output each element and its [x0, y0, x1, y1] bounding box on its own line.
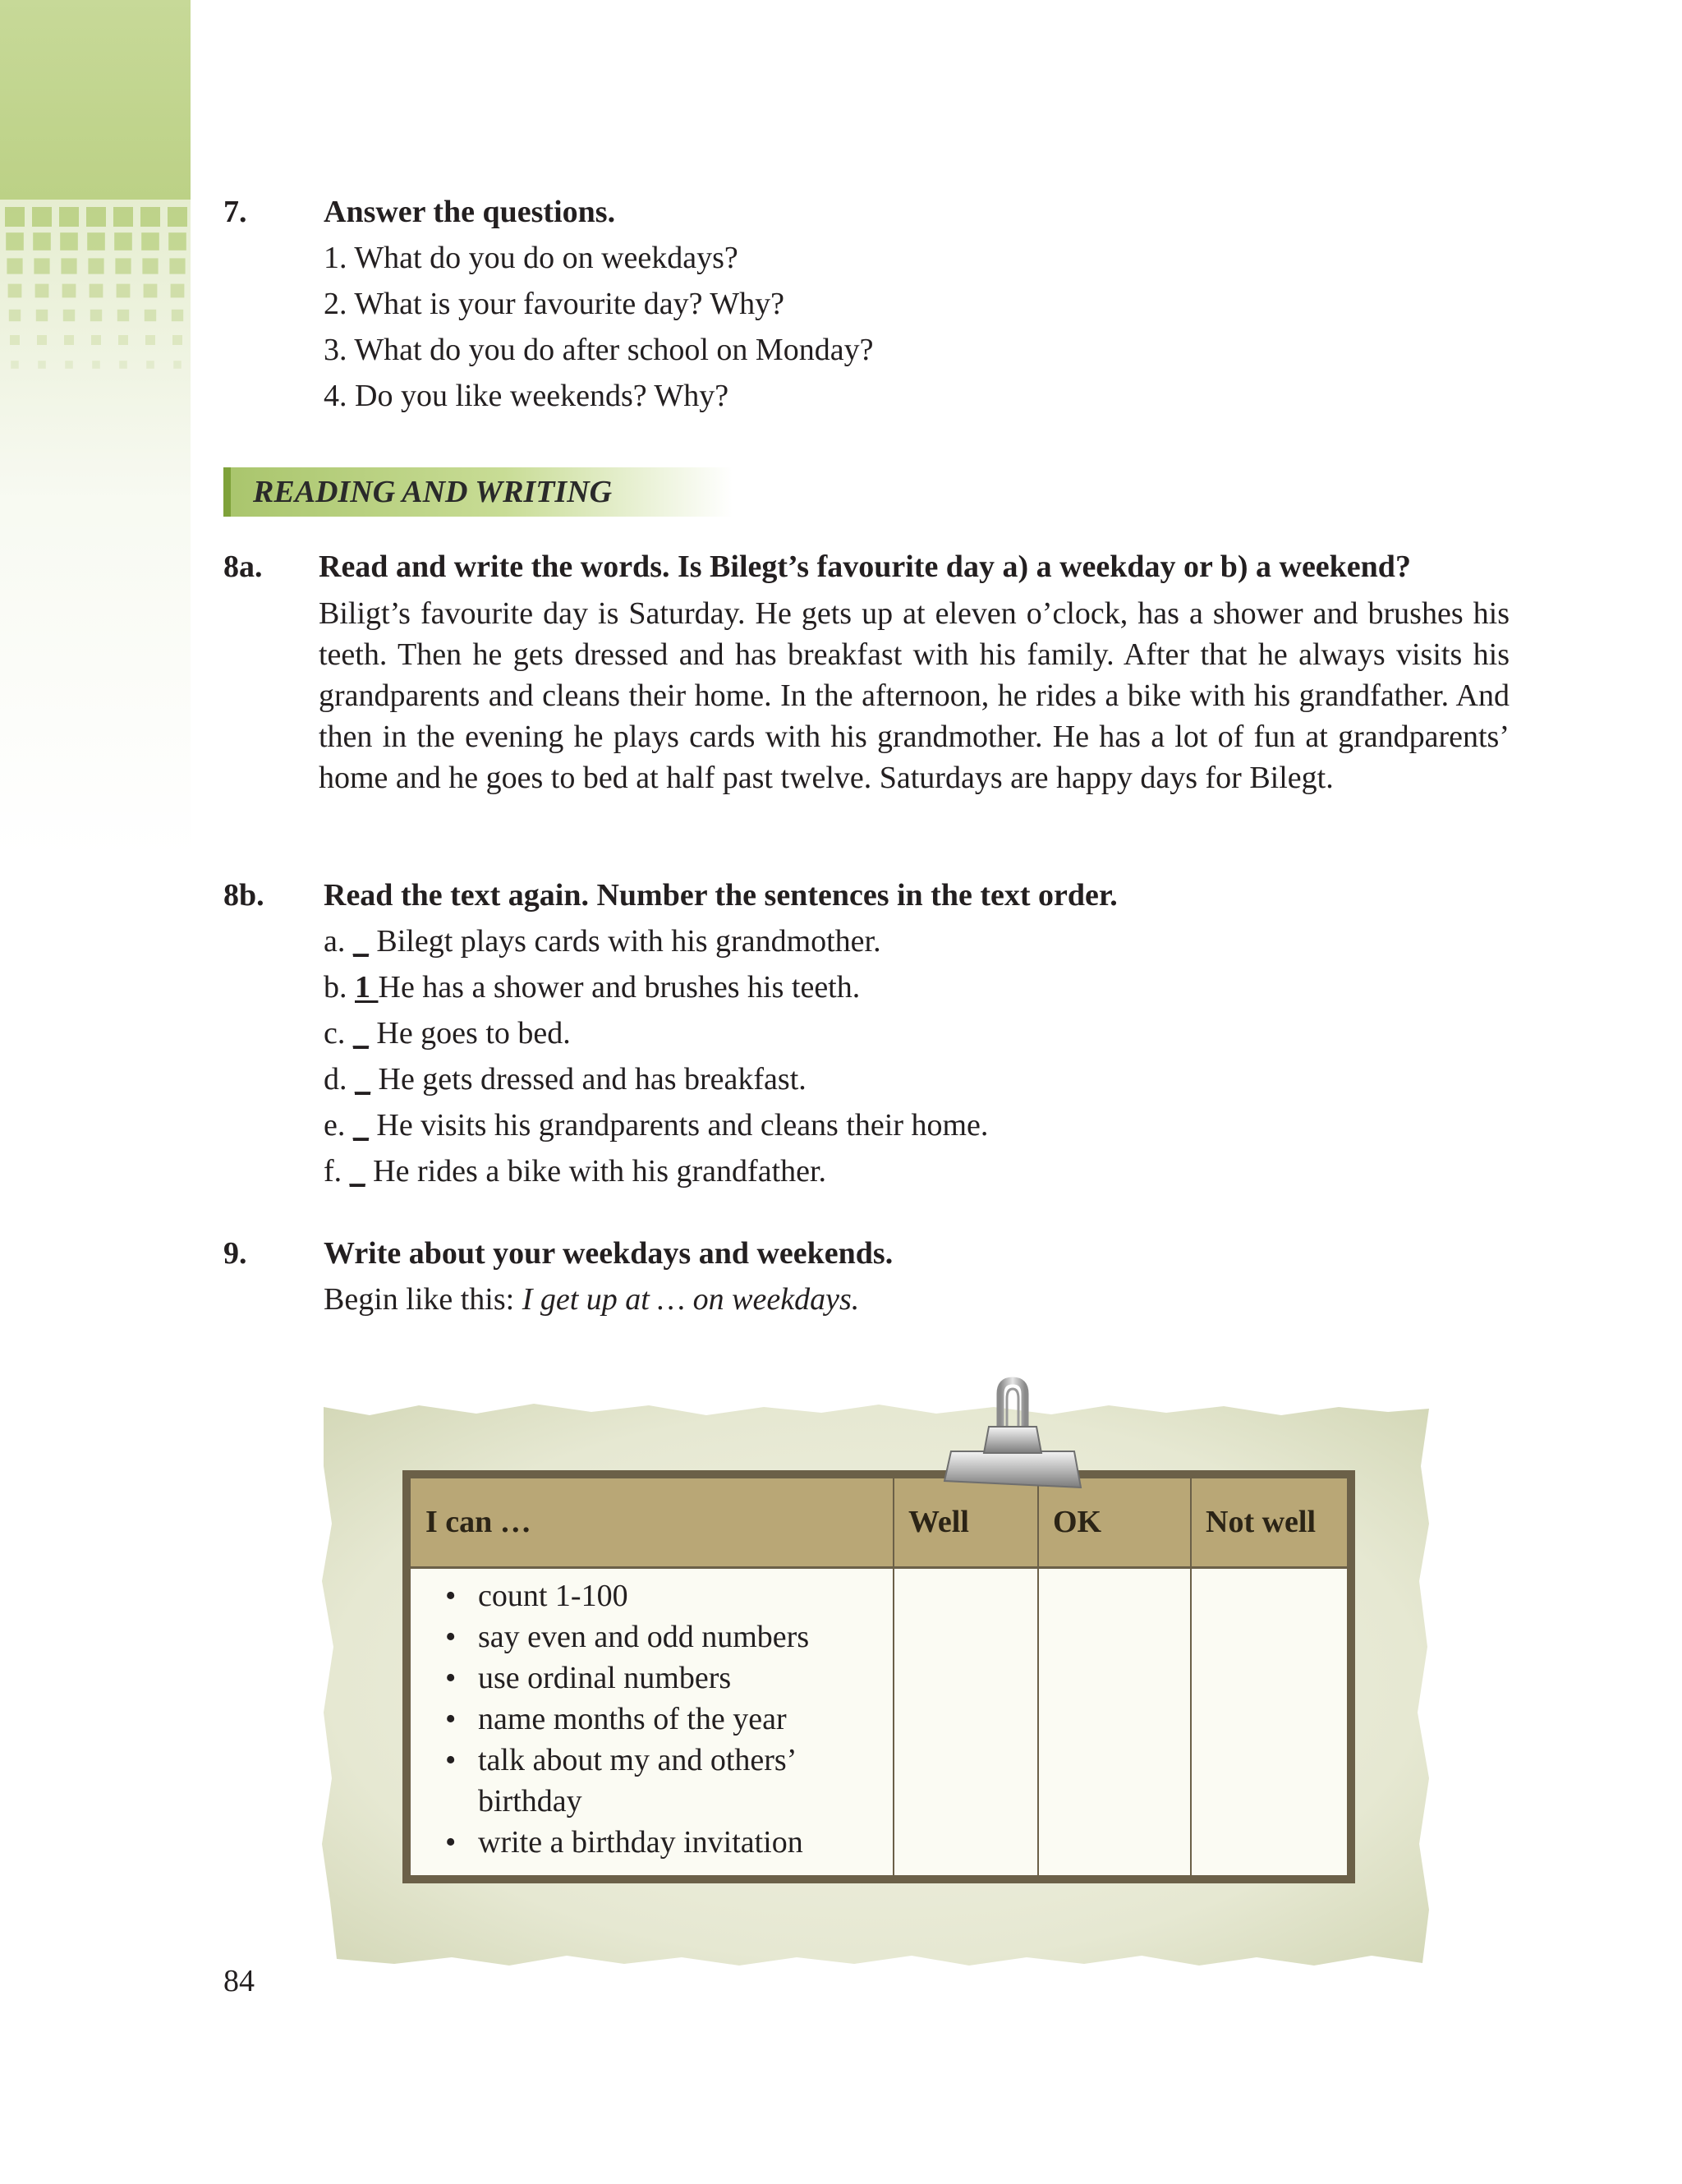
grid-square	[8, 284, 22, 298]
grid-square	[168, 232, 186, 251]
sentence-text: Bilegt plays cards with his grandmother.	[368, 924, 881, 959]
answer-blank[interactable]: _	[352, 1108, 369, 1143]
exercise-7-question: 2. What is your favourite day? Why?	[324, 287, 785, 321]
grid-square	[35, 284, 49, 298]
header-ok: OK	[1053, 1505, 1102, 1539]
sentence-letter: b.	[324, 970, 347, 1005]
sentence-item	[324, 1015, 571, 1051]
grid-square	[63, 310, 75, 321]
answer-blank[interactable]: _	[352, 1016, 369, 1051]
grid-square	[36, 310, 48, 321]
grid-square	[32, 207, 52, 227]
sentence-letter: a.	[324, 924, 346, 959]
grid-square	[34, 258, 49, 274]
grid-square	[64, 335, 74, 345]
sentence-letter: f.	[324, 1154, 342, 1189]
decorative-band	[0, 0, 191, 200]
grid-square	[172, 310, 183, 321]
grid-square	[168, 207, 187, 227]
answer-blank[interactable]: _	[355, 1062, 370, 1097]
skill-item: • count 1-100	[427, 1575, 872, 1616]
skill-item: • write a birthday invitation	[427, 1822, 872, 1863]
exercise-7-question: 1. What do you do on weekdays?	[324, 241, 738, 275]
grid-square	[145, 310, 156, 321]
section-banner	[223, 467, 733, 517]
rating-cell-ok[interactable]	[1039, 1569, 1190, 1875]
exercise-9-heading: Write about your weekdays and weekends.	[324, 1236, 894, 1271]
exercise-7-heading: Answer the questions.	[324, 195, 616, 229]
skill-item: • use ordinal numbers	[427, 1658, 872, 1699]
grid-square	[119, 361, 127, 369]
sentence-text: He gets dressed and has breakfast.	[370, 1062, 807, 1097]
exercise-8a-number: 8a.	[223, 549, 263, 584]
grid-square	[59, 207, 79, 227]
sentence-text: He has a shower and brushes his teeth.	[378, 970, 861, 1005]
answer-blank[interactable]: _	[349, 1154, 365, 1189]
grid-square	[173, 361, 182, 369]
sentence-letter: e.	[324, 1108, 346, 1143]
grid-square	[90, 284, 103, 298]
grid-square	[91, 335, 101, 345]
page-number: 84	[223, 1964, 255, 1998]
grid-square	[172, 335, 182, 345]
grid-square	[117, 310, 129, 321]
exercise-9-number: 9.	[223, 1236, 247, 1271]
grid-square	[38, 361, 46, 369]
sentence-text: He rides a bike with his grandfather.	[365, 1154, 827, 1189]
grid-square	[142, 258, 158, 274]
self-assessment-table	[402, 1470, 1355, 1883]
sentence-text: He visits his grandparents and cleans their home.	[368, 1108, 989, 1143]
grid-square	[117, 284, 131, 298]
grid-square	[146, 361, 154, 369]
grid-square	[88, 258, 103, 274]
grid-square	[65, 361, 73, 369]
sentence-letter: d.	[324, 1062, 347, 1097]
sentence-text: He goes to bed.	[368, 1016, 571, 1051]
header-well: Well	[908, 1505, 969, 1539]
grid-square	[90, 310, 102, 321]
sentence-letter: c.	[324, 1016, 346, 1051]
grid-square	[5, 207, 25, 227]
exercise-7-question: 4. Do you like weekends? Why?	[324, 379, 729, 413]
grid-square	[7, 258, 22, 274]
grid-square	[171, 284, 185, 298]
exercise-8a-heading: Read and write the words. Is Bilegt’s favourite day a) a weekday or b) a weekend?	[319, 549, 1411, 584]
grid-square	[37, 335, 47, 345]
grid-square	[169, 258, 185, 274]
grid-square	[118, 335, 128, 345]
skills-list	[427, 1575, 872, 1863]
section-title: READING AND WRITING	[253, 475, 613, 509]
exercise-7-question: 3. What do you do after school on Monday?	[324, 333, 874, 367]
skill-item: • say even and odd numbers	[427, 1616, 872, 1658]
section-banner-edge	[223, 467, 231, 517]
grid-square	[11, 361, 19, 369]
rating-cell-not-well[interactable]	[1192, 1569, 1347, 1875]
grid-square	[145, 335, 155, 345]
skill-item: • name months of the year	[427, 1699, 872, 1740]
grid-square	[62, 284, 76, 298]
writing-prompt	[324, 1281, 859, 1317]
decorative-square-grid	[0, 207, 191, 379]
header-not-well: Not well	[1206, 1505, 1317, 1539]
header-i-can: I can …	[425, 1505, 531, 1539]
sentence-item	[324, 1153, 826, 1189]
exercise-7-number: 7.	[223, 195, 247, 229]
grid-square	[114, 232, 132, 251]
sentence-item	[324, 1061, 807, 1097]
sentence-item	[324, 1107, 988, 1143]
grid-square	[33, 232, 51, 251]
skill-item: • talk about my and others’ birthday	[427, 1740, 872, 1822]
sentence-item	[324, 969, 860, 1005]
grid-square	[9, 310, 21, 321]
grid-square	[87, 232, 105, 251]
grid-square	[6, 232, 24, 251]
reading-text: Biligt’s favourite day is Saturday. He gets up at eleven o’clock, has a shower and brushes his teeth. Then he gets dressed and has breakfast with his family. After that he always visits his grandparents and cleans their home. In the afternoon, he rides a bike with his grandfather. And then in the evening he plays cards with his grandmother. He has a lot of fun at grandparents’ home and he goes to bed at half past twelve. Saturdays are happy days for Bilegt.	[319, 596, 1510, 795]
binder-clip-icon	[943, 1376, 1082, 1495]
exercise-8b-heading: Read the text again. Number the sentences in the text order.	[324, 878, 1118, 913]
answer-blank[interactable]: _	[352, 924, 369, 959]
grid-square	[144, 284, 158, 298]
grid-square	[61, 258, 76, 274]
grid-square	[141, 232, 159, 251]
grid-square	[140, 207, 160, 227]
exercise-8b-number: 8b.	[223, 878, 264, 913]
grid-square	[86, 207, 106, 227]
grid-square	[60, 232, 78, 251]
grid-square	[92, 361, 100, 369]
answer-blank-filled: 1	[355, 970, 379, 1005]
grid-square	[115, 258, 131, 274]
rating-cell-well[interactable]	[894, 1569, 1037, 1875]
prompt-prefix: Begin like this:	[324, 1282, 522, 1317]
grid-square	[10, 335, 20, 345]
grid-square	[113, 207, 133, 227]
prompt-example: I get up at … on weekdays.	[522, 1282, 860, 1317]
sentence-item	[324, 923, 881, 959]
